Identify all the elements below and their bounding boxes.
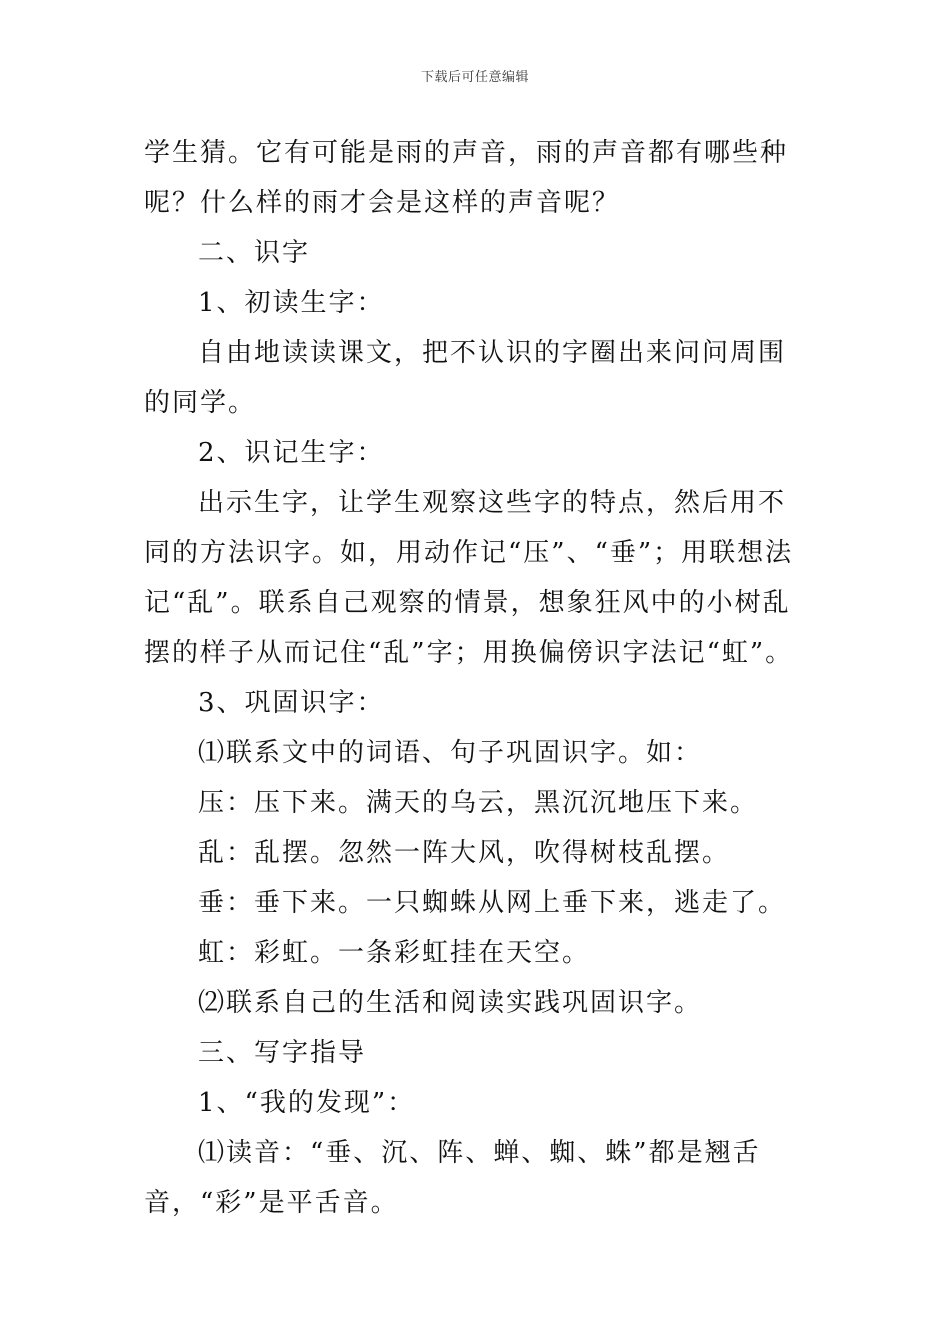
- list-item: ⑴联系文中的词语、句子巩固识字。如：: [198, 738, 703, 768]
- section-heading: 二、识字: [198, 238, 311, 268]
- list-item: 垂：垂下来。一只蜘蛛从网上垂下来，逃走了。: [198, 888, 787, 918]
- document-body: [144, 128, 808, 1228]
- subsection-heading: 2、识记生字：: [198, 438, 385, 468]
- list-item: ⑴读音：“垂、沉、阵、蝉、蜘、蛛”都是翘舌音，“彩”是平舌音。: [144, 1138, 761, 1218]
- section-heading: 三、写字指导: [198, 1038, 367, 1068]
- subsection-heading: 1、初读生字：: [198, 288, 385, 318]
- list-item: 虹：彩虹。一条彩虹挂在天空。: [198, 938, 591, 968]
- subsection-heading: 1、“我的发现”：: [198, 1088, 416, 1118]
- list-item: 乱：乱摆。忽然一阵大风，吹得树枝乱摆。: [198, 838, 731, 868]
- list-item: 压：压下来。满天的乌云，黑沉沉地压下来。: [198, 788, 759, 818]
- list-item: ⑵联系自己的生活和阅读实践巩固识字。: [198, 988, 703, 1018]
- paragraph: 自由地读读课文，把不认识的字圈出来问问周围的同学。: [144, 338, 787, 418]
- subsection-heading: 3、巩固识字：: [198, 688, 385, 718]
- page-header-note: 下载后可任意编辑: [420, 70, 529, 85]
- paragraph: 学生猜。它有可能是雨的声音，雨的声音都有哪些种呢？什么样的雨才会是这样的声音呢？: [144, 138, 789, 218]
- paragraph: 出示生字，让学生观察这些字的特点，然后用不同的方法识字。如，用动作记“压”、“垂”；用联想法记“乱”。联系自己观察的情景，想象狂风中的小树乱摆的样子从而记住“乱”字；用换偏傍识字法记“虹”。: [144, 488, 794, 668]
